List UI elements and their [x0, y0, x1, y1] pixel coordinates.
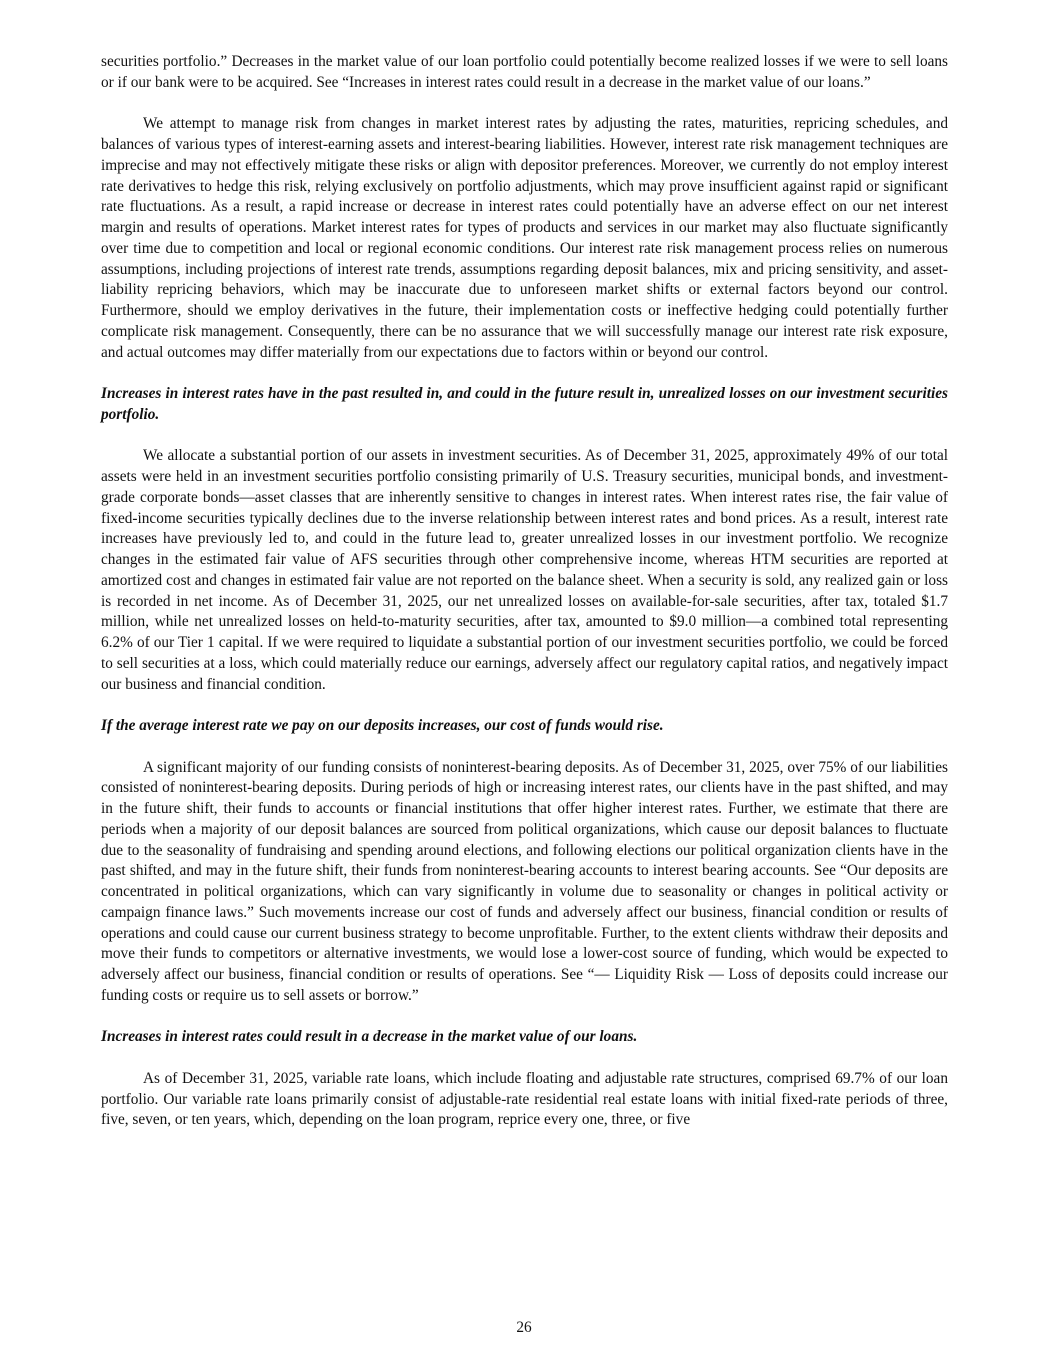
document-page — [101, 52, 948, 1152]
heading-market-value-of-loans: Increases in interest rates could result in a decrease in the market value of our loans. — [101, 1028, 638, 1046]
paragraph-investment-securities: We allocate a substantial portion of our assets in investment securities. As of December 31, 2025, approximately 49% of our total assets were held in an investment securities portfolio consisting primarily of U.S. Treasury securities, municipal bonds, and investment-grade corporate bonds—asset classes that are inherently sensitive to changes in interest rates. When interest rates rise, the fair value of fixed-income securities typically declines due to the inverse relationship between interest rates and bond prices. As a result, interest rate increases have previously led to, and could in the future lead to, greater unrealized losses in our investment portfolio. We recognize changes in the estimated fair value of AFS securities through other comprehensive income, whereas HTM securities are reported at amortized cost and changes in estimated fair value are not reported on the balance sheet. When a security is sold, any realized gain or loss is recorded in net income. As of December 31, 2025, our net unrealized losses on available-for-sale securities, after tax, totaled $1.7 million, while net unrealized losses on held-to-maturity securities, after tax, amounted to $9.0 million—a combined total representing 6.2% of our Tier 1 capital. If we were required to liquidate a substantial portion of our investment securities portfolio, we could be forced to sell securities at a loss, which could materially reduce our earnings, adversely affect our regulatory capital ratios, and negatively impact our business and financial condition. — [101, 447, 948, 693]
paragraph-continuation-loan-value: securities portfolio.” Decreases in the market value of our loan portfolio could potentially become realized losses if we were to sell loans or if our bank were to be acquired. See “Increases in interest rates could result in a decrease in the market value of our loans.” — [101, 53, 948, 91]
heading-cost-of-funds: If the average interest rate we pay on our deposits increases, our cost of funds would rise. — [101, 717, 664, 734]
paragraph-interest-rate-risk-management: We attempt to manage risk from changes in market interest rates by adjusting the rates, maturities, repricing schedules, and balances of various types of interest-earning assets and interest-bearing liabilities. However, interest rate risk management techniques are imprecise and may not effectively mitigate these risks or align with depositor preferences. Moreover, we currently do not employ interest rate derivatives to hedge this risk, relying exclusively on portfolio adjustments, which may prove insufficient against rapid or significant rate fluctuations. As a result, a rapid increase or decrease in interest rates could potentially have an adverse effect on our net interest margin and results of operations. Market interest rates for types of products and services in our market may also fluctuate significantly over time due to competition and local or regional economic conditions. Our interest rate risk management process relies on numerous assumptions, including projections of interest rate trends, assumptions regarding deposit balances, mix and pricing sensitivity, and asset-liability repricing behaviors, which may be inaccurate due to unforeseen market shifts or external factors beyond our control. Furthermore, should we employ derivatives in the future, their implementation costs or ineffective hedging could potentially further complicate risk management. Consequently, there can be no assurance that we will successfully manage our interest rate risk exposure, and actual outcomes may differ materially from our expectations due to factors within or beyond our control. — [101, 115, 948, 361]
heading-unrealized-losses-securities: Increases in interest rates have in the past resulted in, and could in the future result in, unrealized losses on our investment securities portfolio. — [101, 385, 948, 423]
page-number: 26 — [516, 1319, 532, 1336]
paragraph-deposit-funding: A significant majority of our funding consists of noninterest-bearing deposits. As of December 31, 2025, over 75% of our liabilities consisted of noninterest-bearing deposits. During periods of high or increasing interest rates, our clients have in the past shifted, and may in the future shift, their funds to accounts or financial institutions that offer higher interest rates. Further, we estimate that there are periods when a majority of our deposit balances are sourced from political organizations, which cause our deposit balances to fluctuate due to the seasonality of fundraising and spending around elections, and following elections our political organization clients have in the past shifted, and may in the future shift, their funds from noninterest-bearing accounts to interest bearing accounts. See “Our deposits are concentrated in political organizations, which can vary significantly in volume due to seasonality or changes in political activity or campaign finance laws.” Such movements increase our cost of funds and adversely affect our business, financial condition or results of operations and could cause our current business strategy to become unprofitable. Further, to the extent clients withdraw their deposits and move their funds to competitors or alternative investments, we would lose a lower-cost source of funding, which would be expected to adversely affect our business, financial condition or results of operations. See “— Liquidity Risk — Loss of deposits could increase our funding costs or require us to sell assets or borrow.” — [101, 758, 948, 1004]
paragraph-variable-rate-loans: As of December 31, 2025, variable rate loans, which include floating and adjustable rate structures, comprised 69.7% of our loan portfolio. Our variable rate loans primarily consist of adjustable-rate residential real estate loans with initial fixed-rate periods of three, five, seven, or ten years, which, depending on the loan program, reprice every one, three, or five — [101, 1069, 948, 1129]
